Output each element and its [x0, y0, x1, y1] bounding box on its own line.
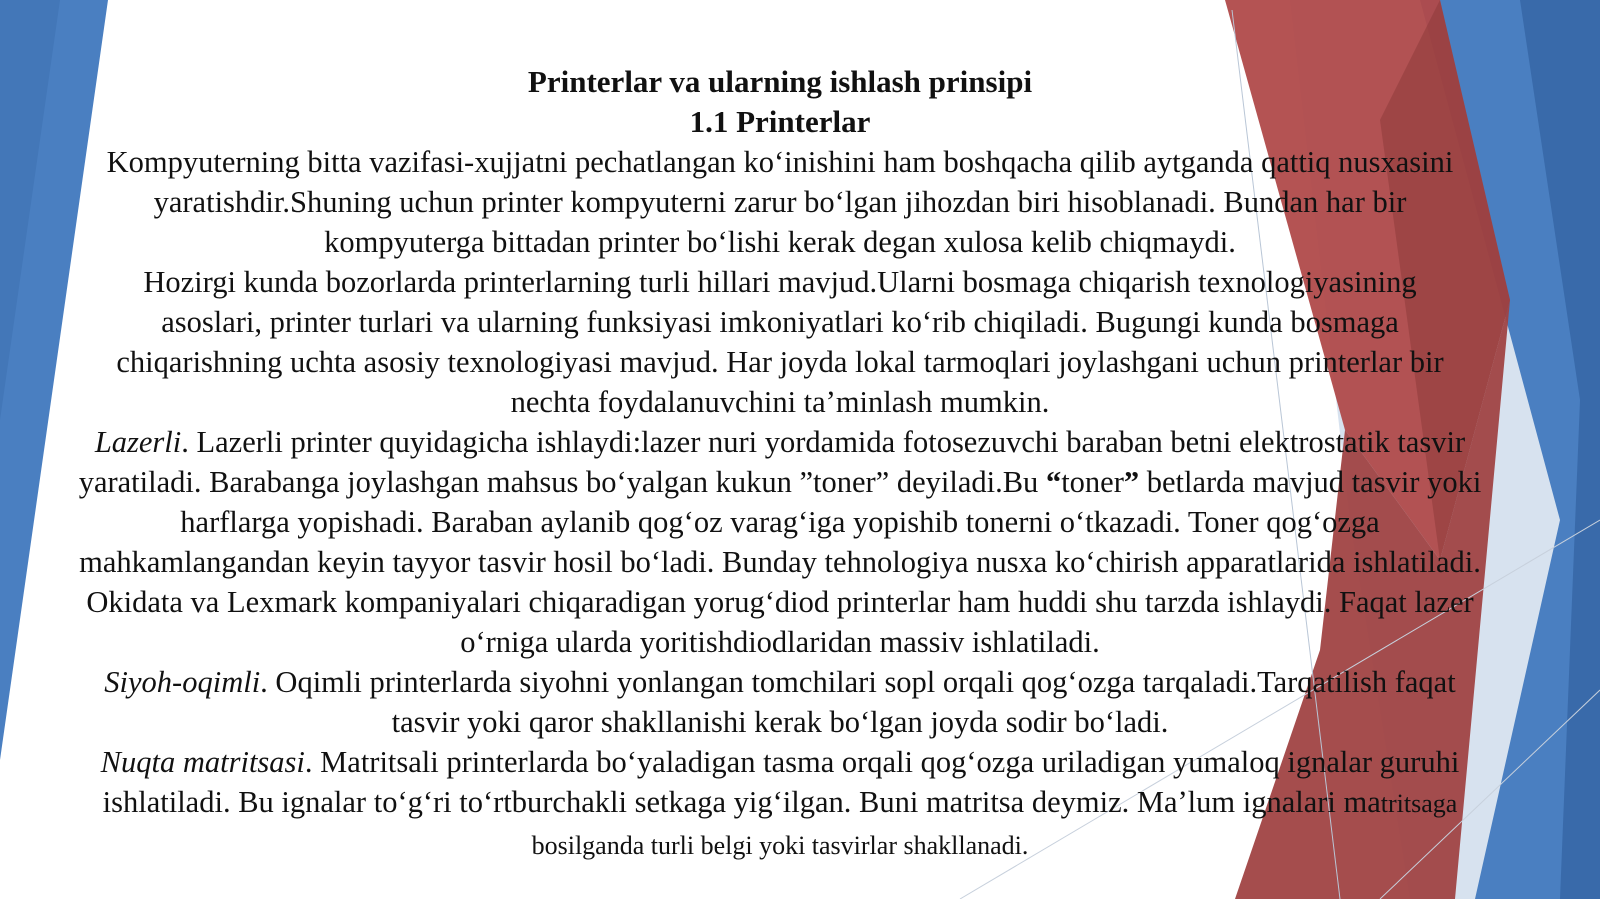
inkjet-term: Siyoh-oqimli: [104, 665, 261, 699]
intro-p2-line-2: asoslari, printer turlari va ularning funksiyasi imkoniyatlari koʻrib chiqiladi. Bugungi kunda bosmaga: [161, 305, 1399, 339]
intro-p1-line-3: kompyuterga bittadan printer boʻlishi kerak degan xulosa kelib chiqmaydi.: [324, 225, 1236, 259]
laser-term: Lazerli: [94, 425, 182, 459]
slide-content: [0, 62, 1560, 864]
laser-line-2a: yaratiladi. Barabanga joylashgan mahsus boʻyalgan kukun ”toner” deyiladi.Bu: [78, 465, 1046, 499]
matrix-line-3: bosilganda turli belgi yoki tasvirlar shakllanadi.: [531, 831, 1029, 860]
intro-p1-line-1: Kompyuterning bitta vazifasi-xujjatni pechatlangan koʻinishini ham boshqacha qilib aytganda qattiq nusxasini: [106, 145, 1454, 179]
matrix-term: Nuqta matritsasi: [100, 745, 305, 779]
intro-paragraph-1: [0, 142, 1560, 262]
matrix-line-2b: tritsaga: [1380, 789, 1458, 818]
intro-p2-line-3: chiqarishning uchta asosiy texnologiyasi mavjud. Har joyda lokal tarmoqlari joylashgani uchun printerlar bir: [116, 345, 1444, 379]
intro-paragraph-2: [0, 262, 1560, 422]
intro-p1-line-2: yaratishdir.Shuning uchun printer kompyuterni zarur boʻlgan jihozdan biri hisoblanadi. Bundan har bir: [153, 185, 1407, 219]
laser-line-4: mahkamlangandan keyin tayyor tasvir hosil boʻladi. Bunday tehnologiya nusxa koʻchirish apparatlarida ishlatiladi.: [79, 545, 1481, 579]
laser-quote-open: “: [1045, 465, 1062, 499]
intro-p2-line-1: Hozirgi kunda bozorlarda printerlarning turli hillari mavjud.Ularni bosmaga chiqarish texnologiyasining: [143, 265, 1417, 299]
laser-paragraph: [0, 422, 1560, 662]
inkjet-paragraph: [0, 662, 1560, 742]
laser-toner-word: toner: [1061, 465, 1124, 499]
slide-title: [0, 62, 1560, 142]
laser-line-1-rest: . Lazerli printer quyidagicha ishlaydi:lazer nuri yordamida fotosezuvchi baraban betni elektrostatik tasvir: [181, 425, 1466, 459]
inkjet-line-2: tasvir yoki qaror shakllanishi kerak boʻlgan joyda sodir boʻladi.: [391, 705, 1169, 739]
laser-quote-close: ”: [1123, 465, 1140, 499]
laser-line-3: harflarga yopishadi. Baraban aylanib qogʻoz varagʻiga yopishib tonerni oʻtkazadi. Toner qogʻozga: [180, 505, 1380, 539]
laser-line-5: Okidata va Lexmark kompaniyalari chiqaradigan yorugʻdiod printerlar ham huddi shu tarzda ishlaydi. Faqat lazer: [86, 585, 1474, 619]
matrix-paragraph: [0, 742, 1560, 864]
inkjet-line-1-rest: . Oqimli printerlarda siyohni yonlangan tomchilari sopl orqali qogʻozga tarqaladi.Tarqatilish faqat: [260, 665, 1456, 699]
laser-line-2e: betlarda mavjud tasvir yoki: [1139, 465, 1482, 499]
title-line-2: 1.1 Printerlar: [689, 104, 871, 139]
intro-p2-line-4: nechta foydalanuvchini taʼminlash mumkin.: [510, 385, 1050, 419]
matrix-line-2a: ishlatiladi. Bu ignalar toʻgʻri toʻrtburchakli setkaga yigʻilgan. Buni matritsa deymiz. Maʼlum ignalari ma: [102, 785, 1381, 819]
laser-line-6: oʻrniga ularda yoritishdiodlaridan massiv ishlatiladi.: [460, 625, 1100, 659]
title-line-1: Printerlar va ularning ishlash prinsipi: [527, 64, 1033, 99]
matrix-line-1-rest: . Matritsali printerlarda boʻyaladigan tasma orqali qogʻozga uriladigan yumaloq ignalar guruhi: [304, 745, 1460, 779]
